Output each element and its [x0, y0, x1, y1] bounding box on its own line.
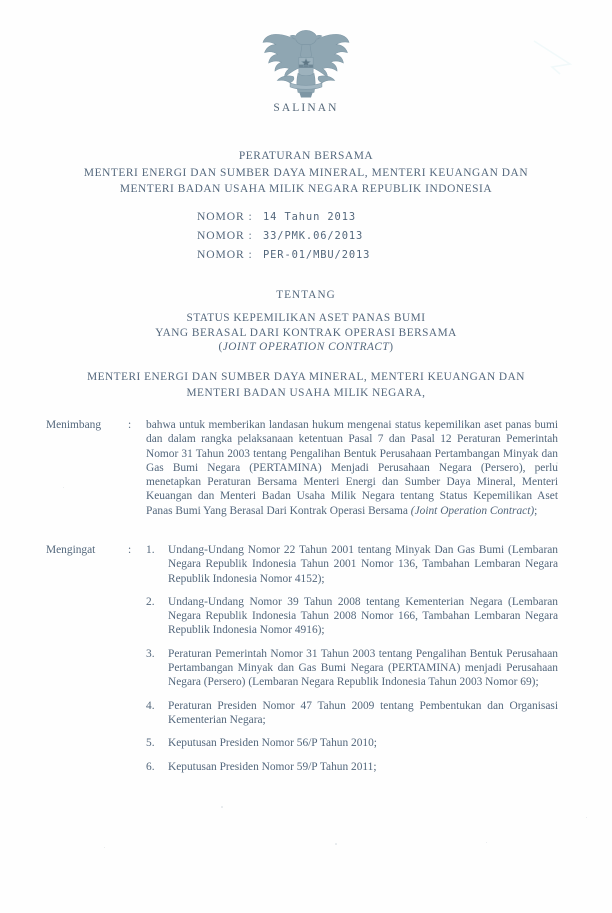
paren-close: ): [389, 341, 394, 354]
list-marker: 4.: [146, 699, 155, 712]
list-text: Keputusan Presiden Nomor 59/P Tahun 2011;: [168, 760, 377, 773]
clause-label-mengingat: Mengingat: [46, 544, 96, 556]
subject-line-3: [0, 340, 612, 355]
garuda-pancasila-icon: [258, 24, 354, 102]
addressee-line-1: MENTERI ENERGI DAN SUMBER DAYA MINERAL, MENTERI KEUANGAN DAN: [87, 371, 525, 383]
list-item: [146, 736, 558, 750]
scan-speck: [104, 847, 105, 848]
clause-body-mengingat: [146, 543, 558, 774]
regulation-numbers: [0, 210, 612, 267]
list-marker: 6.: [146, 760, 155, 773]
clause-colon: :: [128, 544, 132, 556]
nomor-value: 14 Tahun 2013: [263, 211, 357, 223]
title-line-3: MENTERI BADAN USAHA MILIK NEGARA REPUBLIK INDONESIA: [119, 183, 493, 195]
nomor-label: NOMOR :: [197, 210, 253, 223]
nomor-value: 33/PMK.06/2013: [263, 230, 364, 242]
nomor-row: [0, 229, 612, 248]
list-item: [146, 760, 558, 774]
scan-speck: [486, 842, 487, 843]
menimbang-tail: ;: [534, 504, 538, 517]
list-item: [146, 543, 558, 586]
addressee-block: [0, 370, 612, 401]
salinan-stamp: SALINAN: [273, 102, 339, 114]
list-marker: 1.: [146, 544, 155, 556]
list-marker: 2.: [146, 595, 155, 608]
list-item: [146, 699, 558, 728]
document-title: [0, 148, 612, 198]
title-line-1: PERATURAN BERSAMA: [238, 150, 374, 162]
clause-menimbang: [46, 418, 558, 518]
emblem-container: [0, 24, 612, 107]
menimbang-paragraph: [146, 418, 558, 518]
nomor-row: [0, 210, 612, 229]
list-item: [146, 647, 558, 690]
list-text: Undang-Undang Nomor 39 Tahun 2008 tentang Kementerian Negara (Lembaran Negara Republik Indonesia Tahun 2008 Nomor 166, Tambahan Lembaran Negara Republik Indonesia Nomor 4916);: [168, 595, 558, 637]
addressee-line-2: MENTERI BADAN USAHA MILIK NEGARA,: [186, 386, 426, 399]
list-item: [146, 595, 558, 638]
nomor-value: PER-01/MBU/2013: [263, 249, 371, 261]
nomor-label: NOMOR :: [197, 229, 253, 242]
menimbang-italic-phrase: (Joint Operation Contract): [410, 504, 535, 517]
menimbang-text: bahwa untuk memberikan landasan hukum mengenai status kepemilikan aset panas bumi dan dalam rangka pelaksanaan ketentuan Pasal 7 dan Pasal 12 Peraturan Pemerintah Nomor 31 Tahun 2003 tentang Pengalihan Bentuk Perusahaan Pertambangan Minyak dan Gas Bumi Negara (PERTAMINA) Menjadi Perusahaan Negara (Persero), perlu menetapkan Peraturan Bersama Menteri Energi dan Sumber Daya Mineral, Menteri Keuangan dan Menteri Badan Usaha Milik Negara tentang Status Kepemilikan Aset Panas Bumi Yang Berasal Dari Kontrak Operasi Bersama: [146, 419, 558, 517]
list-text: Peraturan Presiden Nomor 47 Tahun 2009 tentang Pembentukan dan Organisasi Kementerian Negara;: [168, 699, 558, 726]
list-marker: 3.: [146, 647, 155, 660]
list-marker: 5.: [146, 737, 155, 750]
tentang-heading: TENTANG: [276, 289, 336, 301]
subject-line-2: YANG BERASAL DARI KONTRAK OPERASI BERSAMA: [155, 326, 457, 339]
clause-colon: :: [128, 419, 132, 431]
mengingat-list: [146, 543, 558, 774]
list-text: Keputusan Presiden Nomor 56/P Tahun 2010;: [168, 737, 377, 750]
title-line-2: MENTERI ENERGI DAN SUMBER DAYA MINERAL, MENTERI KEUANGAN DAN: [83, 166, 529, 179]
clause-body-menimbang: [146, 418, 558, 518]
subject-line-1: STATUS KEPEMILIKAN ASET PANAS BUMI: [186, 312, 426, 324]
list-text: Undang-Undang Nomor 22 Tahun 2001 tentang Minyak Dan Gas Bumi (Lembaran Negara Republik Indonesia Tahun 2001 Nomor 136, Tambahan Lembaran Negara Republik Indonesia Nomor 4152);: [168, 544, 558, 585]
paren-open: (: [218, 341, 223, 354]
scan-speck: [221, 806, 223, 808]
nomor-label: NOMOR :: [197, 248, 253, 261]
nomor-row: [0, 248, 612, 267]
subject-italic: JOINT OPERATION CONTRACT: [222, 341, 390, 354]
clause-label-menimbang: Menimbang: [46, 419, 102, 431]
list-text: Peraturan Pemerintah Nomor 31 Tahun 2003 tentang Pengalihan Bentuk Perusahaan Pertambangan Minyak dan Gas Bumi Negara (PERTAMINA) menjadi Perusahaan Negara (Persero) (Lembaran Negara Republik Indonesia Tahun 2003 Nomor 69);: [168, 647, 558, 689]
scan-speck: [335, 843, 337, 845]
clause-mengingat: [46, 543, 558, 774]
scan-speck: [586, 817, 587, 818]
subject-block: [0, 311, 612, 355]
